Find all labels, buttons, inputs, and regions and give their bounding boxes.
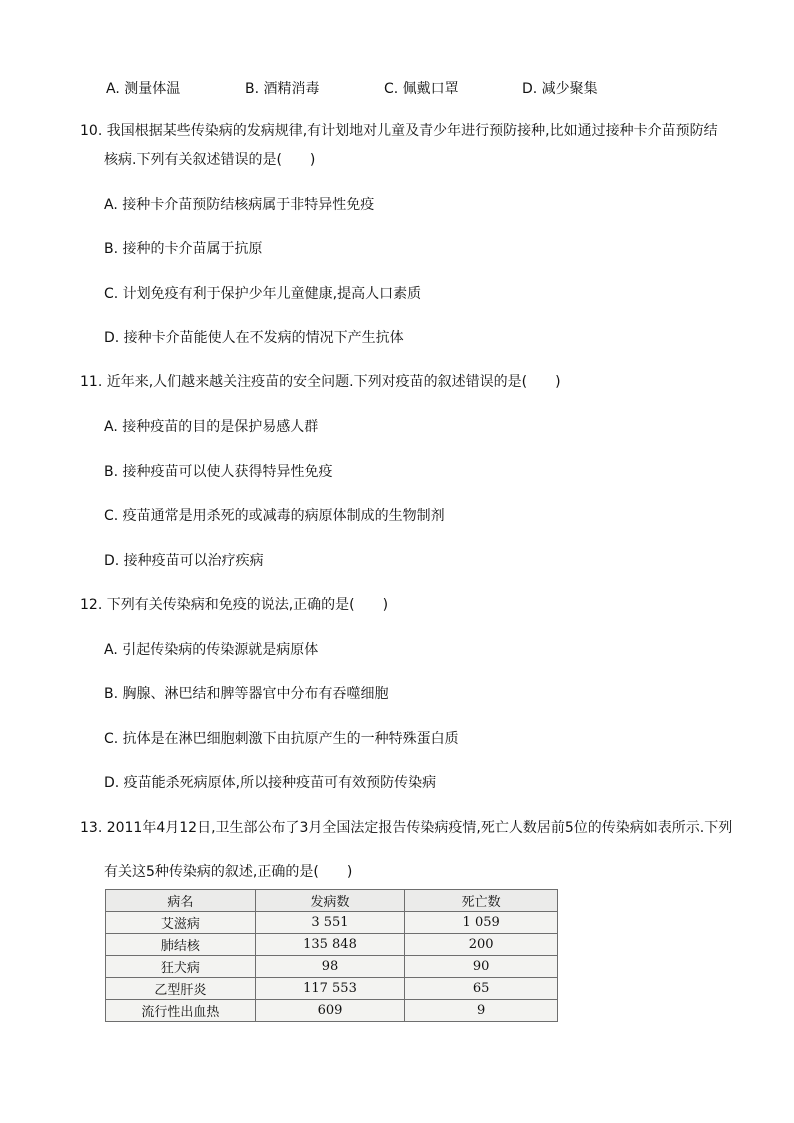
q11-option-c: C. 疫苗通常是用杀死的或减毒的病原体制成的生物制剂 bbox=[104, 508, 445, 524]
table-row bbox=[106, 956, 558, 978]
q9-option-b: B. 酒精消毒 bbox=[245, 81, 320, 97]
q9-option-c: C. 佩戴口罩 bbox=[384, 81, 459, 97]
table-cell: 艾滋病 bbox=[106, 912, 256, 934]
q10-option-d: D. 接种卡介苗能使人在不发病的情况下产生抗体 bbox=[104, 330, 404, 346]
q11-stem: 11. 近年来,人们越来越关注疫苗的安全问题.下列对疫苗的叙述错误的是( ) bbox=[80, 374, 561, 390]
table-cell: 肺结核 bbox=[106, 934, 256, 956]
q11-option-a: A. 接种疫苗的目的是保护易感人群 bbox=[104, 419, 319, 435]
table-cell: 117 553 bbox=[255, 978, 405, 1000]
table-cell: 流行性出血热 bbox=[106, 1000, 256, 1022]
q9-option-a: A. 测量体温 bbox=[106, 81, 181, 97]
q13-stem-line2: 有关这5种传染病的叙述,正确的是( ) bbox=[104, 864, 353, 880]
table-cell: 65 bbox=[405, 978, 558, 1000]
table-row bbox=[106, 934, 558, 956]
table-row bbox=[106, 978, 558, 1000]
table-cell: 狂犬病 bbox=[106, 956, 256, 978]
table-header-cell: 病名 bbox=[106, 890, 256, 912]
table-cell: 9 bbox=[405, 1000, 558, 1022]
table-cell: 1 059 bbox=[405, 912, 558, 934]
q10-option-a: A. 接种卡介苗预防结核病属于非特异性免疫 bbox=[104, 197, 375, 213]
table-header-cell: 发病数 bbox=[255, 890, 405, 912]
q10-option-c: C. 计划免疫有利于保护少年儿童健康,提高人口素质 bbox=[104, 286, 422, 302]
table-cell: 90 bbox=[405, 956, 558, 978]
disease-table bbox=[105, 889, 558, 1022]
table-row bbox=[106, 1000, 558, 1022]
q10-stem-line1: 10. 我国根据某些传染病的发病规律,有计划地对儿童及青少年进行预防接种,比如通过接种卡介苗预防结 bbox=[80, 123, 718, 139]
q12-option-d: D. 疫苗能杀死病原体,所以接种疫苗可有效预防传染病 bbox=[104, 775, 437, 791]
q12-option-a: A. 引起传染病的传染源就是病原体 bbox=[104, 642, 319, 658]
q10-stem-line2: 核病.下列有关叙述错误的是( ) bbox=[104, 152, 316, 168]
table-cell: 乙型肝炎 bbox=[106, 978, 256, 1000]
q12-option-b: B. 胸腺、淋巴结和脾等器官中分布有吞噬细胞 bbox=[104, 686, 389, 702]
table-cell: 3 551 bbox=[255, 912, 405, 934]
q12-stem: 12. 下列有关传染病和免疫的说法,正确的是( ) bbox=[80, 597, 389, 613]
q11-option-b: B. 接种疫苗可以使人获得特异性免疫 bbox=[104, 464, 333, 480]
q11-option-d: D. 接种疫苗可以治疗疾病 bbox=[104, 553, 264, 569]
table-cell: 609 bbox=[255, 1000, 405, 1022]
q12-option-c: C. 抗体是在淋巴细胞刺激下由抗原产生的一种特殊蛋白质 bbox=[104, 731, 459, 747]
q10-option-b: B. 接种的卡介苗属于抗原 bbox=[104, 241, 263, 257]
q13-stem-line1: 13. 2011年4月12日,卫生部公布了3月全国法定报告传染病疫情,死亡人数居前5位的传染病如表所示.下列 bbox=[80, 820, 733, 836]
q9-option-d: D. 减少聚集 bbox=[522, 81, 598, 97]
table-cell: 135 848 bbox=[255, 934, 405, 956]
table-header-row bbox=[106, 890, 558, 912]
table-header-cell: 死亡数 bbox=[405, 890, 558, 912]
table-row bbox=[106, 912, 558, 934]
table-cell: 98 bbox=[255, 956, 405, 978]
table-cell: 200 bbox=[405, 934, 558, 956]
